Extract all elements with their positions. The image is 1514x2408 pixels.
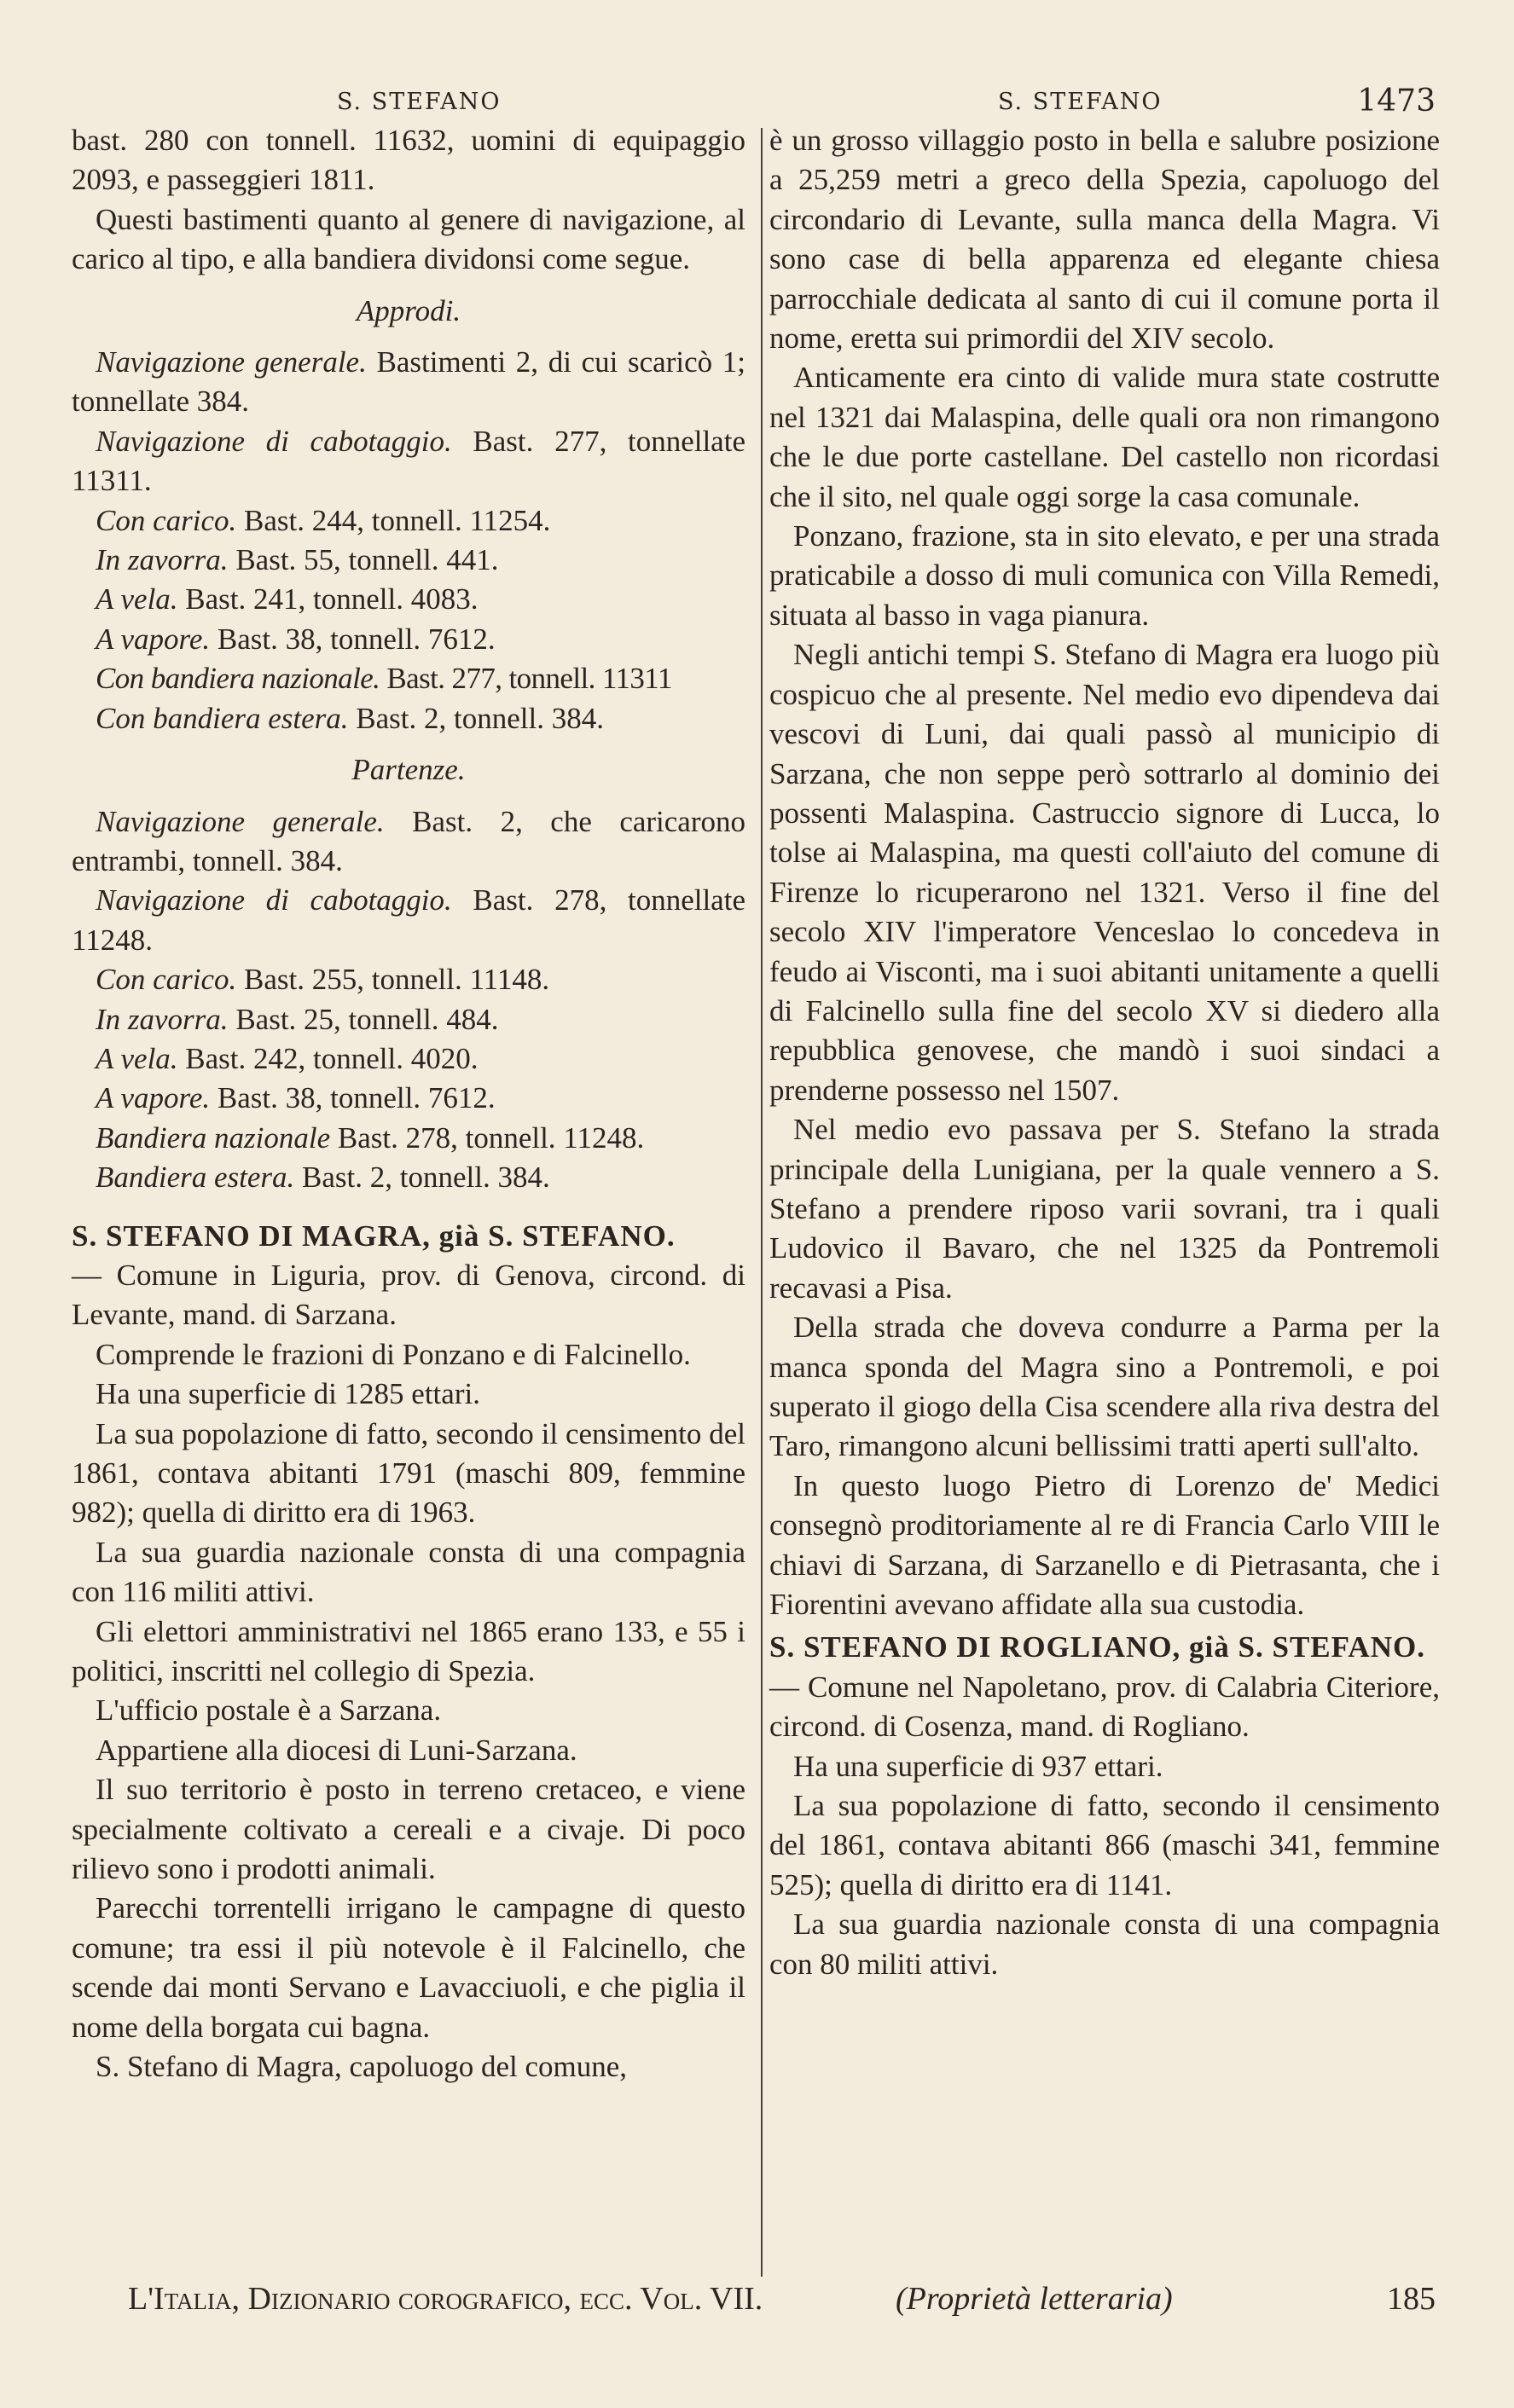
partenze-text: Bast. 25, tonnell. 484. xyxy=(228,1002,499,1036)
right-running-head: S. STEFANO xyxy=(998,89,1163,115)
partenze-line xyxy=(72,802,745,882)
partenze-label: Bandiera nazionale xyxy=(96,1120,331,1155)
partenze-text: Bast. 278, tonnellate 11248. xyxy=(72,883,745,957)
entry-paragraph: Ha una superficie di 1285 ettari. xyxy=(96,1377,480,1411)
approdi-label: Navigazione di cabotaggio. xyxy=(96,424,452,458)
entry-paragraph: S. Stefano di Magra, capoluogo del comune, xyxy=(96,2050,628,2084)
partenze-text: Bast. 38, tonnell. 7612. xyxy=(210,1081,496,1115)
body-paragraph: Della strada che doveva condurre a Parma per la manca sponda del Magra sino a Pontremoli, e poi superato il giogo della Cisa scendere alla riva destra del Taro, rimangono alcuni bellissimi tratti aperti sull'alto. xyxy=(769,1311,1440,1463)
partenze-label: A vapore. xyxy=(96,1081,211,1115)
partenze-line xyxy=(72,1000,745,1039)
entry-paragraph: La sua guardia nazionale consta di una compagnia con 80 militi attivi. xyxy=(769,1907,1440,1981)
body-paragraph: Nel medio evo passava per S. Stefano la strada principale della Lunigiana, per la quale vennero a S. Stefano a prendere riposo varii sovrani, tra i quali Ludovico il Bavaro, che nel 1325 da Pontremoli recavasi a Pisa. xyxy=(769,1113,1440,1305)
partenze-label: Bandiera estera. xyxy=(96,1161,295,1195)
partenze-line xyxy=(72,1039,745,1079)
entry-title-magra: S. STEFANO DI MAGRA, già S. STEFANO. xyxy=(72,1218,676,1253)
body-paragraph: In questo luogo Pietro di Lorenzo de' Medici consegnò proditoriamente al re di Francia Carlo VIII le chiavi di Sarzana, di Sarzanello e di Pietrasanta, che i Fiorentini avevano affidate alla sua custodia. xyxy=(769,1468,1440,1622)
partenze-label: Con carico. xyxy=(96,963,237,997)
partenze-text: Bast. 242, tonnell. 4020. xyxy=(177,1041,479,1075)
body-paragraph: Anticamente era cinto di valide mura state costrutte nel 1321 dai Malaspina, delle quali ora non rimangono che le due porte castellane. Del castello non ricordasi che il sito, nel quale oggi sorge la casa comunale. xyxy=(769,361,1440,513)
partenze-text: Bast. 2, che caricarono entrambi, tonnell. 384. xyxy=(72,804,745,877)
approdi-text: Bast. 2, tonnell. 384. xyxy=(348,701,604,735)
approdi-line xyxy=(72,501,745,541)
entry-title-rogliano: S. STEFANO DI ROGLIANO, già S. STEFANO. xyxy=(769,1630,1425,1664)
partenze-label: In zavorra. xyxy=(96,1002,229,1036)
entry-paragraph: Parecchi torrentelli irrigano le campagne di questo comune; tra essi il più notevole è il Falcinello, che scende dai monti Servano e Lavacciuoli, e che piglia il nome della borgata cui bagna. xyxy=(72,1891,745,2044)
approdi-heading: Approdi. xyxy=(356,293,461,327)
entry-paragraph: La sua popolazione di fatto, secondo il censimento del 1861, contava abitanti 1791 (maschi 809, femmine 982); quella di diritto era di 1963. xyxy=(72,1416,745,1530)
approdi-text: Bast. 277, tonnell. 11311 xyxy=(380,662,672,696)
partenze-heading: Partenze. xyxy=(351,753,466,787)
entry-paragraph: La sua guardia nazionale consta di una compagnia con 116 militi attivi. xyxy=(72,1535,745,1609)
spacer xyxy=(72,1198,745,1208)
footer-publication: L'Italia, Dizionario corografico, ecc. Vol. VII. xyxy=(128,2281,763,2317)
approdi-text: Bast. 38, tonnell. 7612. xyxy=(210,622,496,656)
entry-paragraph: L'ufficio postale è a Sarzana. xyxy=(96,1693,442,1728)
partenze-label: Navigazione generale. xyxy=(96,804,385,838)
right-column xyxy=(769,121,1440,1984)
entry-paragraph: Gli elettori amministrativi nel 1865 erano 133, e 55 i politici, inscritti nel collegio di Spezia. xyxy=(72,1614,745,1688)
approdi-line xyxy=(72,620,745,659)
partenze-line xyxy=(72,881,745,960)
body-paragraph: Ponzano, frazione, sta in sito elevato, e per una strada praticabile a dosso di muli comunica con Villa Remedi, situata al basso in vaga pianura. xyxy=(769,519,1440,632)
intro-line: bast. 280 con tonnell. 11632, uomini di equipaggio 2093, e passeggieri 1811. xyxy=(72,124,745,197)
approdi-line xyxy=(72,343,745,422)
entry-paragraph: Ha una superficie di 937 ettari. xyxy=(793,1749,1163,1783)
partenze-line xyxy=(72,1119,745,1158)
approdi-line xyxy=(72,422,745,501)
intro-paragraph: Questi bastimenti quanto al genere di navigazione, al carico al tipo, e alla bandiera dividonsi come segue. xyxy=(72,202,745,276)
footer-copyright: (Proprietà letteraria) xyxy=(896,2281,1173,2317)
approdi-label: Con bandiera nazionale. xyxy=(96,662,380,696)
left-running-head: S. STEFANO xyxy=(337,89,502,115)
approdi-label: A vela. xyxy=(96,582,178,616)
left-column xyxy=(72,121,745,2087)
approdi-line xyxy=(72,659,745,698)
entry-paragraph: La sua popolazione di fatto, secondo il censimento del 1861, contava abitanti 866 (maschi 341, femmine 525); quella di diritto era di 1141. xyxy=(769,1789,1440,1902)
page-number: 1473 xyxy=(1357,84,1436,119)
entry-paragraph: Comprende le frazioni di Ponzano e di Falcinello. xyxy=(96,1337,691,1371)
partenze-line xyxy=(72,1079,745,1118)
entry-paragraph: Il suo territorio è posto in terreno cretaceo, e viene specialmente coltivato a cereali e a civaje. Di poco rilievo sono i prodotti animali. xyxy=(72,1773,745,1886)
approdi-label: Navigazione generale. xyxy=(96,345,367,379)
approdi-label: Con bandiera estera. xyxy=(96,701,349,735)
approdi-line xyxy=(72,699,745,738)
partenze-label: A vela. xyxy=(96,1041,178,1075)
column-rule xyxy=(761,128,763,2277)
partenze-label: Navigazione di cabotaggio. xyxy=(96,883,452,917)
partenze-text: Bast. 278, tonnell. 11248. xyxy=(330,1120,645,1155)
entry-paragraph: Appartiene alla diocesi di Luni-Sarzana. xyxy=(96,1733,577,1767)
partenze-line xyxy=(72,960,745,999)
approdi-text: Bast. 55, tonnell. 441. xyxy=(228,543,499,577)
body-paragraph: è un grosso villaggio posto in bella e salubre posizione a 25,259 metri a greco della Spezia, capoluogo del circondario di Levante, sulla manca della Magra. Vi sono case di bella apparenza ed elegante chiesa parrocchiale dedicata al santo di cui il comune porta il nome, eretta sui primordii del XIV secolo. xyxy=(769,124,1440,356)
footer-signature: 185 xyxy=(1387,2281,1436,2317)
approdi-text: Bast. 244, tonnell. 11254. xyxy=(236,503,551,537)
partenze-text: Bast. 2, tonnell. 384. xyxy=(294,1161,550,1195)
approdi-text: Bastimenti 2, di cui scaricò 1; tonnellate 384. xyxy=(72,345,745,419)
approdi-line xyxy=(72,580,745,619)
partenze-text: Bast. 255, tonnell. 11148. xyxy=(236,963,550,997)
approdi-line xyxy=(72,541,745,580)
approdi-text: Bast. 241, tonnell. 4083. xyxy=(177,582,479,616)
entry-paragraph: — Comune in Liguria, prov. di Genova, circond. di Levante, mand. di Sarzana. xyxy=(72,1258,745,1332)
entry-paragraph: — Comune nel Napoletano, prov. di Calabria Citeriore, circond. di Cosenza, mand. di Rogliano. xyxy=(769,1670,1440,1744)
partenze-line xyxy=(72,1158,745,1197)
approdi-label: In zavorra. xyxy=(96,543,229,577)
body-paragraph: Negli antichi tempi S. Stefano di Magra era luogo più cospicuo che al presente. Nel medio evo dipendeva dai vescovi di Luni, dai quali passò al municipio di Sarzana, che non seppe però sottrarlo al dominio dei possenti Malaspina. Castruccio signore di Lucca, lo tolse ai Malaspina, ma questi coll'aiuto del comune di Firenze lo ricuperarono nel 1321. Verso il fine del secolo XIV l'imperatore Venceslao lo concedeva in feudo ai Visconti, ma i suoi abitanti unitamente a quelli di Falcinello sulla fine del secolo XV si diedero alla repubblica genovese, che mandò i suoi sindaci a prenderne possesso nel 1507. xyxy=(769,638,1440,1107)
approdi-label: A vapore. xyxy=(96,622,211,656)
approdi-text: Bast. 277, tonnellate 11311. xyxy=(72,424,745,498)
approdi-label: Con carico. xyxy=(96,503,237,537)
